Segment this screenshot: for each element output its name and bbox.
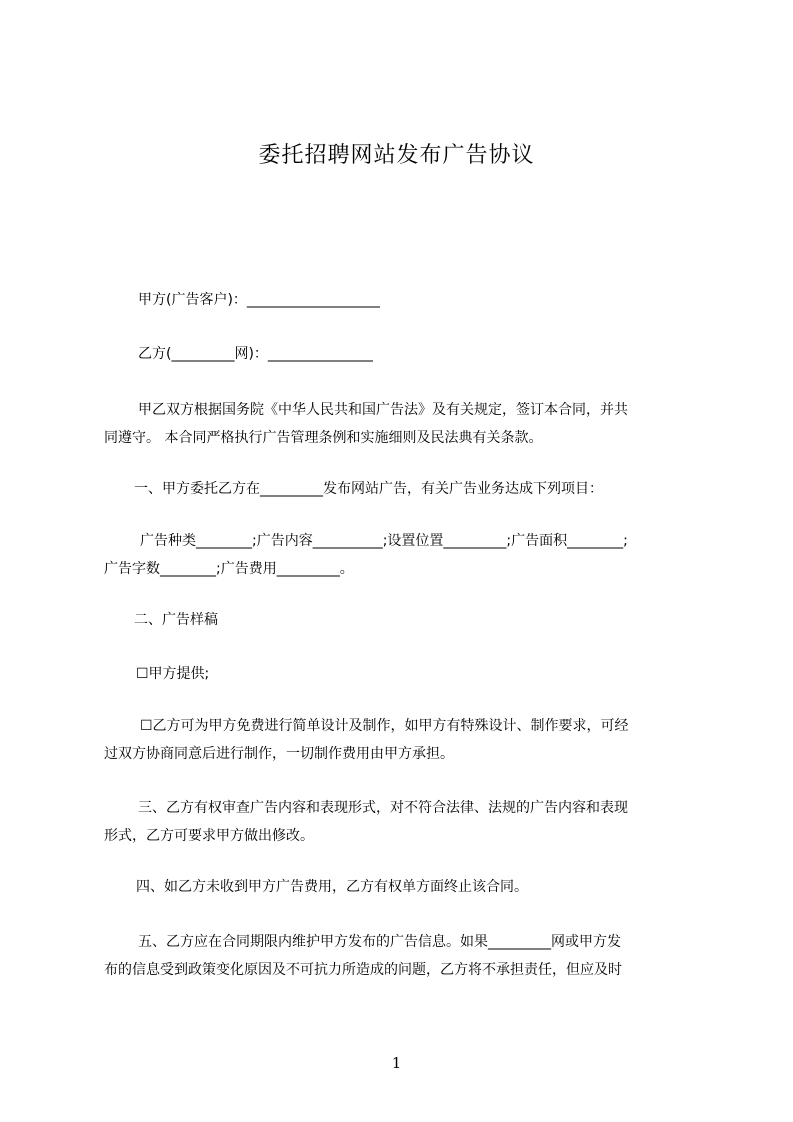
ad-items-line-1: 广告种类________;广告内容__________;设置位置_________;广告面积________;	[140, 533, 628, 549]
clause-5-line-2: 布的信息受到政策变化原因及不可抗力所造成的问题，乙方将不承担责任，但应及时	[104, 962, 622, 978]
clause-2-text: 二、广告样稿	[134, 612, 218, 628]
clause-4	[104, 873, 700, 901]
clause-3-paragraph	[104, 794, 700, 850]
clause-1	[104, 475, 700, 503]
page-number: 1	[391, 1054, 402, 1072]
option-b-line-2: 过双方协商同意后进行制作，一切制作费用由甲方承担。	[104, 746, 454, 762]
party-a-line	[104, 286, 700, 314]
clause-2	[104, 606, 700, 634]
intro-line-2: 同遵守。 本合同严格执行广告管理条例和实施细则及民法典有关条款。	[104, 430, 543, 446]
option-a-text: ☐甲方提供;	[136, 666, 210, 682]
party-a-text: 甲方(广告客户)：___________________	[138, 292, 380, 308]
clause-3-line-2: 形式，乙方可要求甲方做出修改。	[104, 828, 314, 844]
option-b-line-1: ☐乙方可为甲方免费进行简单设计及制作，如甲方有特殊设计、制作要求，可经	[140, 718, 629, 734]
clause-1-text: 一、甲方委托乙方在_________发布网站广告，有关广告业务达成下列项目：	[134, 481, 603, 497]
document-title: 委托招聘网站发布广告协议	[258, 143, 535, 168]
clause-5-paragraph	[104, 928, 700, 984]
intro-paragraph	[104, 396, 700, 452]
party-b-line	[104, 340, 700, 368]
clause-4-text: 四、如乙方未收到甲方广告费用，乙方有权单方面终止该合同。	[136, 879, 528, 895]
option-b-paragraph	[104, 712, 700, 768]
ad-items-paragraph	[104, 527, 700, 583]
clause-5-line-1: 五、乙方应在合同期限内维护甲方发布的广告信息。如果_________网或甲方发	[138, 934, 621, 950]
intro-line-1: 甲乙双方根据国务院《中华人民共和国广告法》及有关规定，签订本合同，并共	[138, 402, 628, 418]
clause-3-line-1: 三、乙方有权审查广告内容和表现形式，对不符合法律、法规的广告内容和表现	[138, 800, 628, 816]
option-a	[104, 660, 700, 688]
ad-items-line-2: 广告字数________;广告费用_________。	[104, 561, 354, 577]
party-b-text: 乙方(_________网)：_______________	[138, 346, 373, 362]
